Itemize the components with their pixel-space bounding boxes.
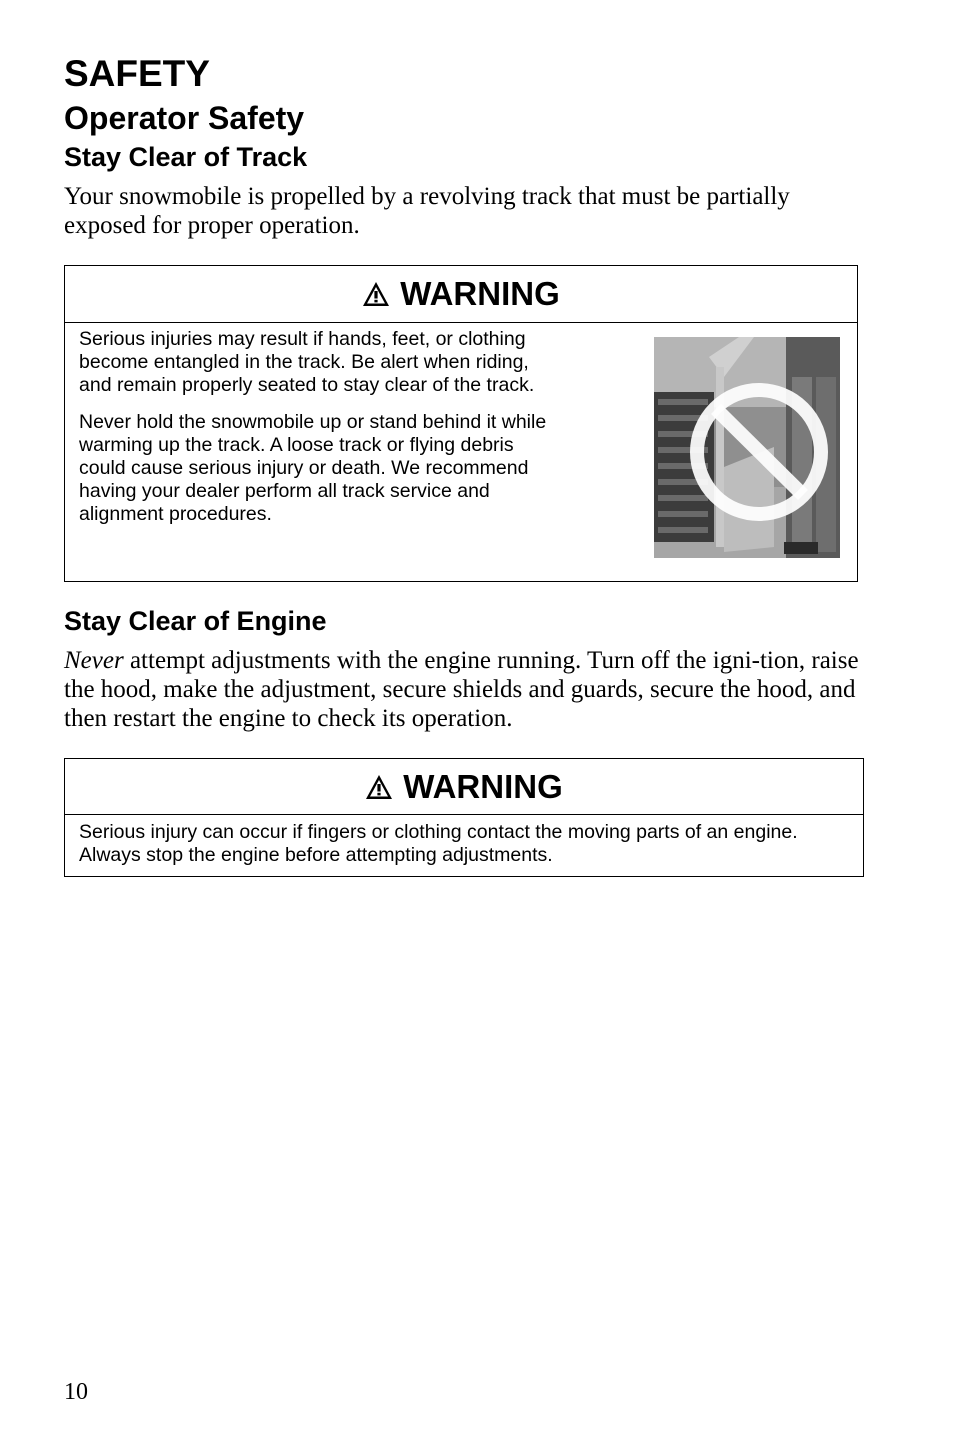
engine-warning-paragraph: Serious injury can occur if fingers or clothing contact the moving parts of an engine. Always stop the engine before attempting adjustments. (79, 821, 798, 866)
engine-intro (64, 646, 864, 733)
track-warning-label: WARNING (400, 275, 560, 312)
page-number: 10 (64, 1379, 88, 1405)
warning-triangle-icon (365, 774, 393, 800)
engine-warning-label: WARNING (403, 767, 563, 805)
track-warning-paragraph: Serious injuries may result if hands, feet, or clothing become entangled in the track. Be alert when riding, and remain properly seated to stay clear of the track. (79, 328, 535, 396)
track-warning-paragraph: Never hold the snowmobile up or stand behind it while warming up the track. A loose track or flying debris could cause serious injury or death. We recommend having your dealer perform all track service and alignment procedures. (79, 411, 547, 525)
track-warning-box (64, 265, 858, 582)
track-warning-text (65, 328, 563, 540)
track-warning-photo (654, 337, 840, 558)
track-heading: Stay Clear of Track (64, 142, 308, 172)
subsection-title: Operator Safety (64, 100, 305, 136)
track-intro: Your snowmobile is propelled by a revolving track that must be partially exposed for proper operation. (64, 183, 790, 239)
engine-heading: Stay Clear of Engine (64, 606, 327, 636)
engine-intro-emphasis: Never (64, 647, 124, 674)
section-title: SAFETY (64, 53, 210, 94)
engine-intro-rest: attempt adjustments with the engine running. Turn off the igni-tion, raise the hood, make the adjustment, secure shields and guards, secure the hood, and then restart the engine to check its operation. (64, 647, 859, 732)
warning-triangle-icon (362, 281, 390, 307)
engine-warning-box (64, 758, 864, 877)
engine-warning-text (65, 815, 863, 867)
engine-warning-header (65, 759, 863, 815)
snowmobile-track-photo (654, 337, 840, 558)
track-warning-header (65, 266, 857, 323)
